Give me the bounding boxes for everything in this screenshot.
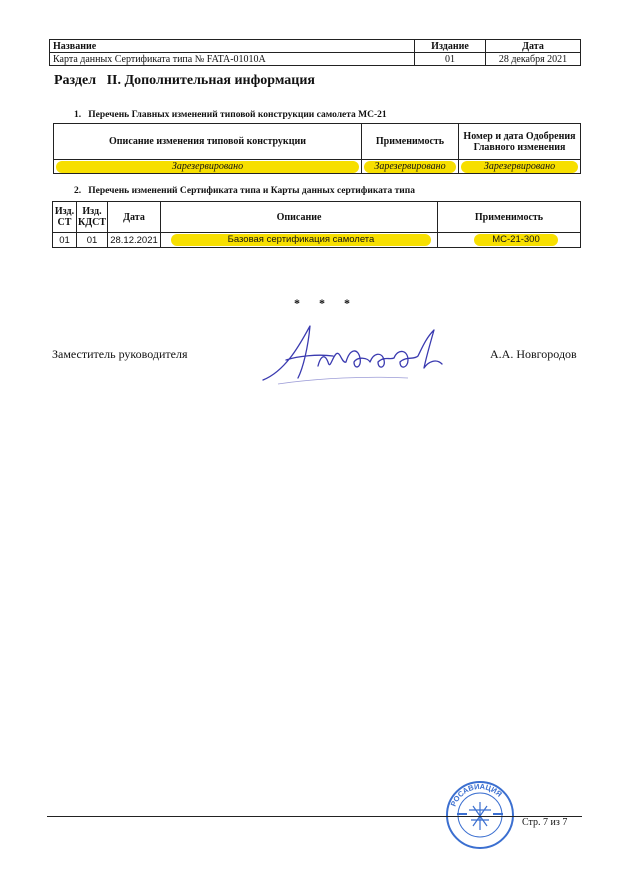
table-row [54, 160, 581, 174]
signer-name: А.А. Новгородов [490, 347, 577, 361]
table2-cell-description [161, 233, 438, 248]
table1-header-applicability: Применимость [362, 124, 459, 160]
header-date: 28 декабря 2021 [486, 53, 581, 66]
table2-description-highlight: Базовая сертификация самолета [171, 234, 431, 246]
table1-cell-approval [459, 160, 581, 174]
table2-cell-st: 01 [53, 233, 77, 248]
table2-header-st: Изд. СТ [53, 202, 77, 233]
table2-header-applicability: Применимость [438, 202, 581, 233]
certificate-changes-table [52, 201, 581, 248]
footer-divider [47, 816, 582, 817]
handwritten-signature [258, 318, 458, 393]
table2-header-kdst: Изд. КДСТ [77, 202, 108, 233]
table1-cell-description [54, 160, 362, 174]
table1-header-approval: Номер и дата Одобрения Главного изменения [459, 124, 581, 160]
rosaviatsiya-stamp [445, 780, 515, 850]
major-changes-table [53, 123, 581, 174]
table1-header-description: Описание изменения типовой конструкции [54, 124, 362, 160]
table-row [53, 233, 581, 248]
header-col-name: Название [50, 40, 415, 53]
table2-header-date: Дата [108, 202, 161, 233]
header-edition: 01 [415, 53, 486, 66]
table2-title: 2. Перечень изменений Сертификата типа и Карты данных сертификата типа [74, 186, 415, 196]
table2-cell-kdst: 01 [77, 233, 108, 248]
document-header-table [49, 39, 581, 66]
table2-cell-date: 28.12.2021 [108, 233, 161, 248]
table2-cell-applicability [438, 233, 581, 248]
table1-cell-applicability [362, 160, 459, 174]
stamp-text: РОСАВИАЦИЯ [448, 781, 504, 808]
table1-reserved-applicability: Зарезервировано [364, 161, 456, 173]
table1-reserved-approval: Зарезервировано [461, 161, 578, 173]
table2-header-description: Описание [161, 202, 438, 233]
section-title: Раздел II. Дополнительная информация [54, 73, 316, 88]
separator-stars: * * * [294, 296, 358, 310]
signer-position: Заместитель руководителя [52, 347, 188, 361]
table1-reserved-description: Зарезервировано [56, 161, 359, 173]
header-doc-name: Карта данных Сертификата типа № FATA-01010A [50, 53, 415, 66]
header-col-edition: Издание [415, 40, 486, 53]
table1-title: 1. Перечень Главных изменений типовой конструкции самолета МС-21 [74, 110, 387, 120]
table2-applicability-highlight: МС-21-300 [474, 234, 558, 246]
page-number: Стр. 7 из 7 [522, 817, 568, 828]
header-col-date: Дата [486, 40, 581, 53]
